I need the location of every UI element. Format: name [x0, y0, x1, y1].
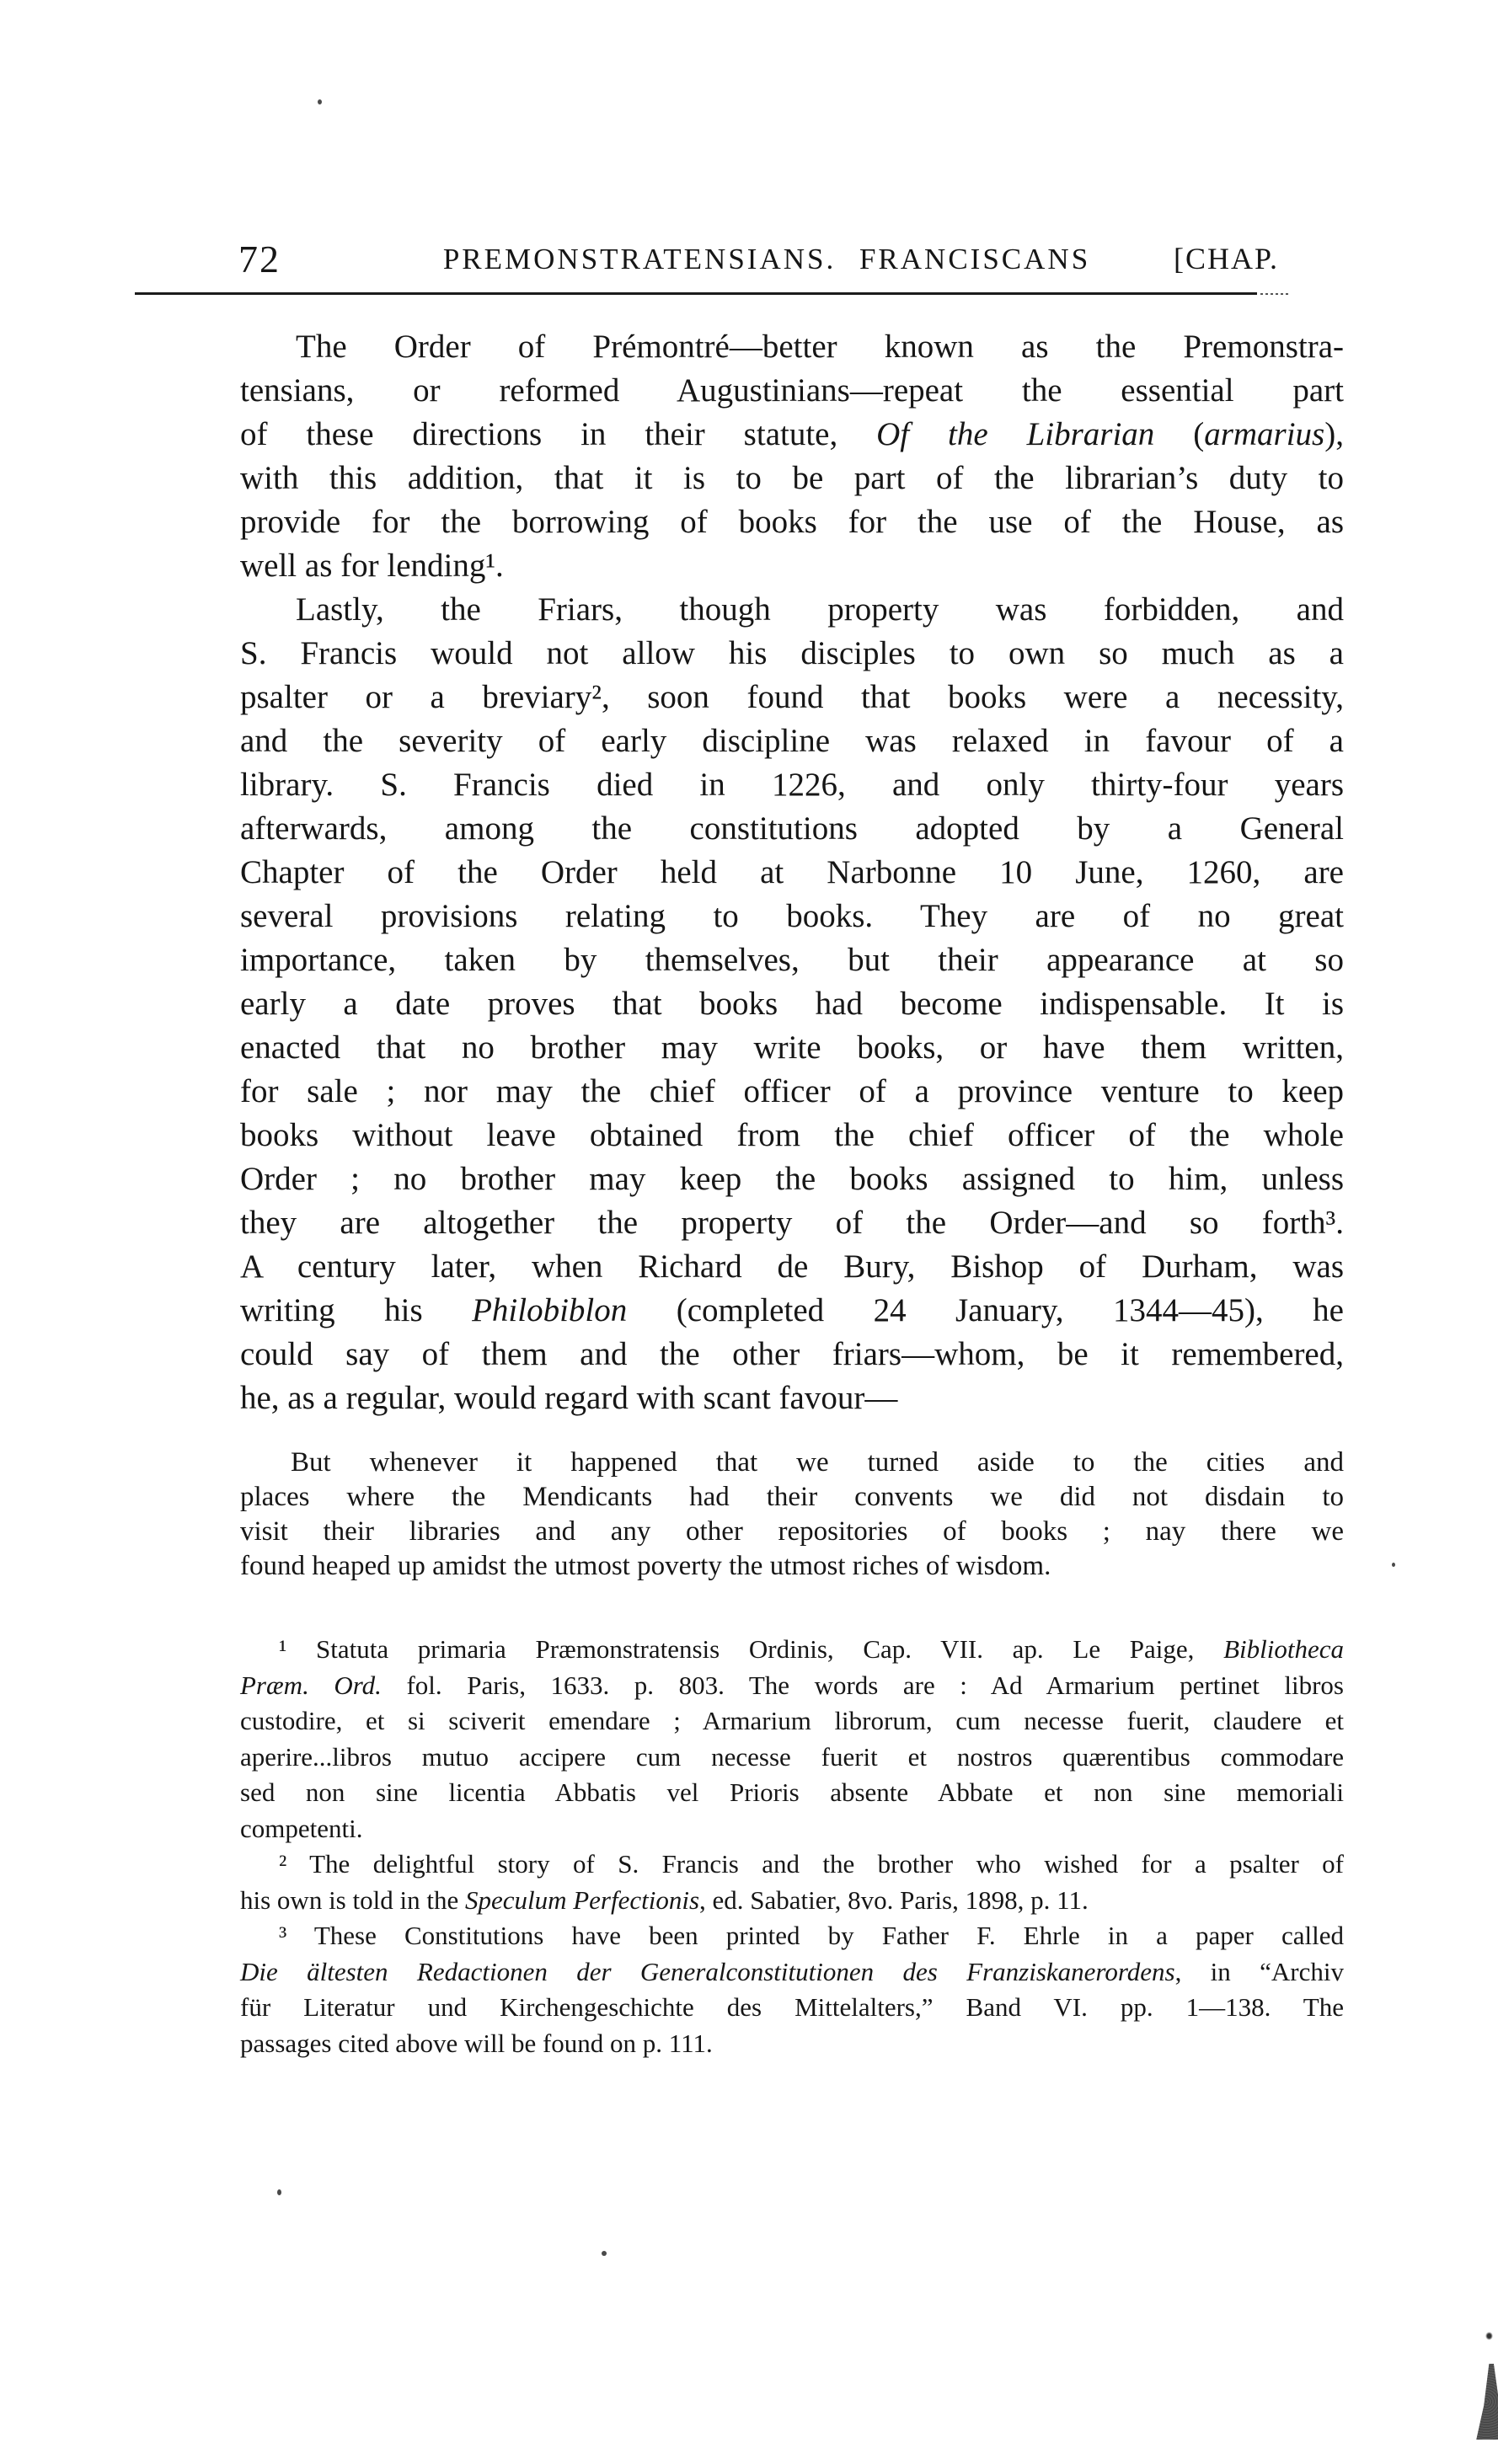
paragraph: [240, 1847, 1344, 1918]
text-line: his own is told in the Speculum Perfectionis, ed. Sabatier, 8vo. Paris, 1898, p. 11.: [240, 1884, 1089, 1915]
text-line: they are altogether the property of the Order—and so forth³.: [240, 1205, 1344, 1241]
paragraph: [240, 1632, 1344, 1847]
body-text: [240, 325, 1344, 1420]
chapter-label: [CHAP.: [1174, 242, 1280, 275]
header-rule-tail: [1260, 293, 1291, 295]
paragraph: [240, 1446, 1344, 1584]
text-line: enacted that no brother may write books, or have them written,: [240, 1029, 1344, 1066]
text-line: passages cited above will be found on p. 111.: [240, 2028, 713, 2058]
text-line: für Literatur und Kirchengeschichte des Mittelalters,” Band VI. pp. 1—138. The: [240, 1992, 1344, 2022]
text-line: with this addition, that it is to be part of the librarian’s duty to: [240, 460, 1344, 496]
scan-smudge: [1474, 2364, 1498, 2440]
text-line: found heaped up amidst the utmost poverty the utmost riches of wisdom.: [240, 1551, 1051, 1581]
text-line: afterwards, among the constitutions adopted by a General: [240, 810, 1344, 847]
text-line: But whenever it happened that we turned aside to the cities and: [291, 1447, 1344, 1478]
text-line: of these directions in their statute, Of the Librarian (armarius),: [240, 416, 1344, 452]
text-line: Order ; no brother may keep the books assigned to him, unless: [240, 1161, 1344, 1197]
text-line: Lastly, the Friars, though property was forbidden, and: [296, 591, 1344, 628]
paragraph: [240, 588, 1344, 1420]
scan-speck: [277, 2189, 281, 2195]
scan-speck: [602, 2251, 607, 2256]
scan-smudge-dot: [1485, 2332, 1493, 2340]
text-line: psalter or a breviary², soon found that books were a necessity,: [240, 679, 1344, 715]
text-line: The Order of Prémontré—better known as the Premonstra-: [296, 329, 1344, 365]
text-line: ³ These Constitutions have been printed by Father F. Ehrle in a paper called: [279, 1921, 1344, 1950]
text-line: writing his Philobiblon (completed 24 January, 1344—45), he: [240, 1292, 1344, 1328]
text-line: places where the Mendicants had their convents we did not disdain to: [240, 1482, 1344, 1512]
text-line: S. Francis would not allow his disciples to own so much as a: [240, 635, 1344, 671]
text-line: well as for lending¹.: [240, 548, 504, 584]
text-line: Præm. Ord. fol. Paris, 1633. p. 803. The words are : Ad Armarium pertinet libros: [240, 1670, 1344, 1700]
paragraph: [240, 325, 1344, 588]
text-line: Chapter of the Order held at Narbonne 10 June, 1260, are: [240, 854, 1344, 890]
text-line: importance, taken by themselves, but their appearance at so: [240, 942, 1344, 978]
scan-speck: [1392, 1563, 1395, 1567]
text-line: custodire, et si sciverit emendare ; Armarium librorum, cum necesse fuerit, claudere et: [240, 1706, 1344, 1735]
quotation: [240, 1446, 1344, 1584]
text-line: visit their libraries and any other repositories of books ; nay there we: [240, 1516, 1344, 1547]
text-line: library. S. Francis died in 1226, and only thirty-four years: [240, 767, 1344, 803]
scan-speck: [318, 99, 322, 104]
text-line: aperire...libros mutuo accipere cum necesse fuerit et nostros quærentibus commodare: [240, 1741, 1344, 1772]
paragraph: [240, 1918, 1344, 2061]
text-line: competenti.: [240, 1813, 363, 1843]
text-line: could say of them and the other friars—whom, be it remembered,: [240, 1336, 1344, 1372]
text-line: Die ältesten Redactionen der Generalconstitutionen des Franziskanerordens, in “Archiv: [240, 1956, 1344, 1986]
text-line: tensians, or reformed Augustinians—repeat the essential part: [240, 372, 1344, 409]
text-line: several provisions relating to books. They are of no great: [240, 898, 1344, 934]
text-line: books without leave obtained from the chief officer of the whole: [240, 1117, 1344, 1153]
footnotes: [240, 1632, 1344, 2061]
running-head: [0, 0, 1498, 303]
text-line: sed non sine licentia Abbatis vel Prioris absente Abbate et non sine memoriali: [240, 1777, 1344, 1807]
running-title: PREMONSTRATENSIANS. FRANCISCANS: [442, 243, 1091, 275]
header-rule: [135, 292, 1257, 295]
text-line: A century later, when Richard de Bury, Bishop of Durham, was: [240, 1248, 1344, 1285]
page-number: 72: [238, 238, 281, 281]
text-line: for sale ; nor may the chief officer of a province venture to keep: [240, 1073, 1344, 1109]
text-line: provide for the borrowing of books for the use of the House, as: [240, 504, 1344, 540]
text-line: he, as a regular, would regard with scant favour—: [240, 1380, 898, 1416]
text-line: and the severity of early discipline was relaxed in favour of a: [240, 723, 1344, 759]
text-line: ² The delightful story of S. Francis and the brother who wished for a psalter of: [279, 1849, 1344, 1879]
text-line: ¹ Statuta primaria Præmonstratensis Ordinis, Cap. VII. ap. Le Paige, Bibliotheca: [279, 1634, 1344, 1664]
text-line: early a date proves that books had become indispensable. It is: [240, 986, 1344, 1022]
